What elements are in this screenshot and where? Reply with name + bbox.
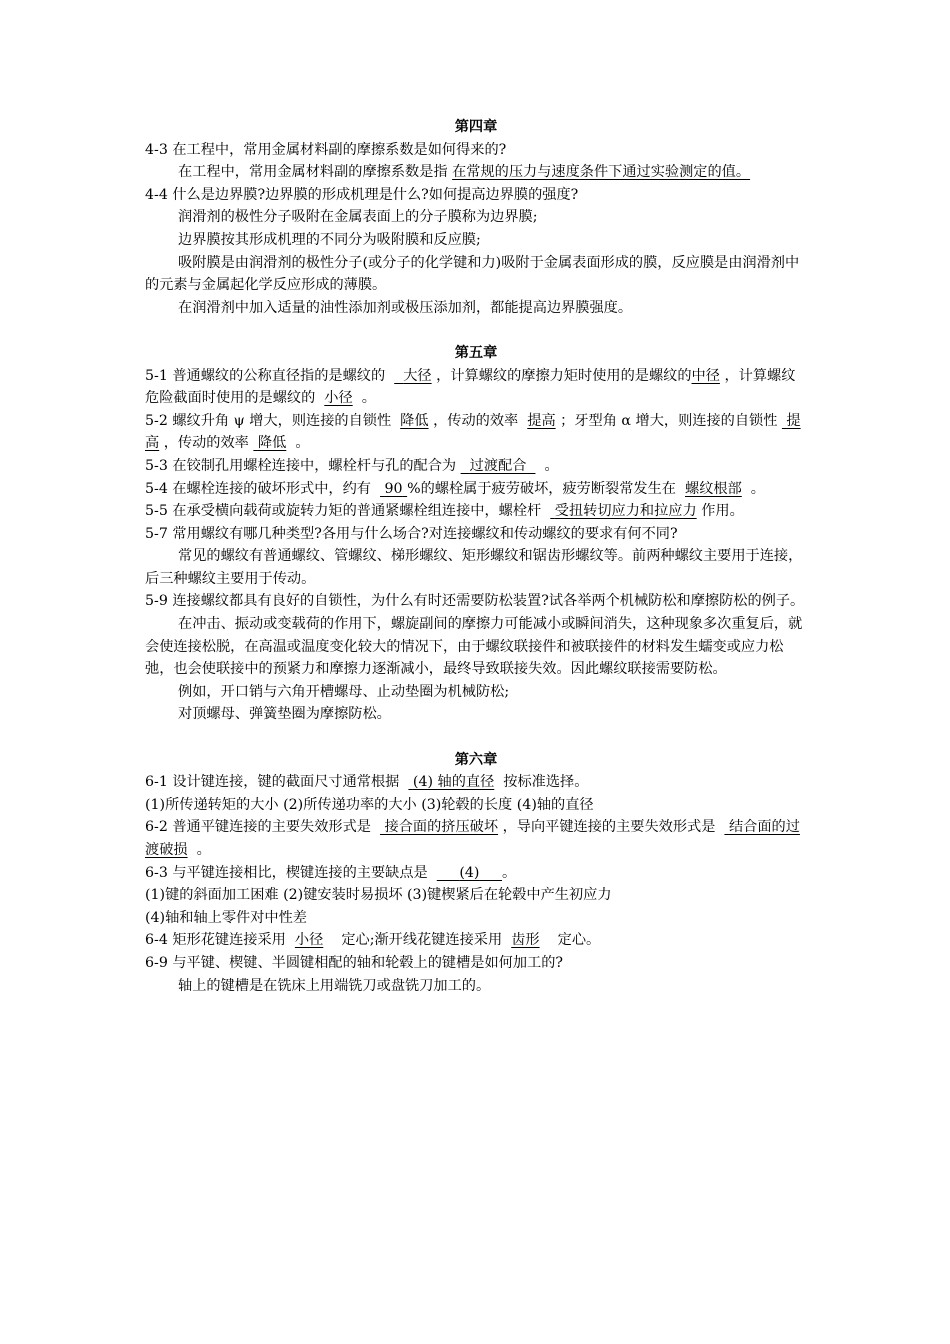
- document-page: [145, 116, 807, 997]
- answer-4-4-line4: 在润滑剂中加入适量的油性添加剂或极压添加剂，都能提高边界膜强度。: [178, 299, 633, 316]
- blank-5-2-d: 降低: [257, 435, 287, 452]
- blank-6-2-a: 接合面的挤压破坏: [384, 819, 499, 836]
- answer-6-9: 轴上的键槽是在铣床上用端铣刀或盘铣刀加工的。: [178, 977, 491, 994]
- blank-6-4-b: 齿形: [511, 932, 540, 949]
- answer-4-4-line2: 边界膜按其形成机理的不同分为吸附膜和反应膜;: [178, 231, 481, 248]
- blank-6-3: (4): [459, 864, 480, 881]
- spacer: [145, 726, 807, 749]
- answer-4-3-underlined: 在常规的压力与速度条件下通过实验测定的值。: [452, 164, 751, 181]
- chapter-6-title: 第六章: [454, 751, 498, 768]
- blank-5-2-c: 提高: [145, 412, 801, 452]
- question-4-3: 4-3 在工程中，常用金属材料副的摩擦系数是如何得来的?: [145, 141, 507, 158]
- question-6-3-options-2: (4)轴和轴上零件对中性差: [145, 909, 307, 926]
- question-5-2: 5-2 螺纹升角 ψ 增大，则连接的自锁性 降低 ，传动的效率 提高 ；牙型角 α 增大，则连接的自锁性 提高 ，传动的效率 降低 。: [145, 412, 801, 452]
- blank-5-2-a: 降低: [400, 412, 429, 429]
- spacer: [145, 319, 807, 342]
- blank-5-2-b: 提高: [527, 412, 556, 429]
- question-6-3-options-1: (1)键的斜面加工困难 (2)键安装时易损坏 (3)键楔紧后在轮毂中产生初应力: [145, 887, 612, 904]
- blank-6-4-a: 小径: [294, 932, 324, 949]
- question-4-4: 4-4 什么是边界膜?边界膜的形成机理是什么?如何提高边界膜的强度?: [145, 186, 579, 203]
- blank-6-2-b: 结合面的过渡破损: [145, 819, 800, 858]
- question-5-1: 5-1 普通螺纹的公称直径指的是螺纹的 大径 ，计算螺纹的摩擦力矩时使用的是螺纹的中径 ，计算螺纹危险截面时使用的是螺纹的 小径 。: [145, 367, 796, 407]
- answer-4-3: 在工程中，常用金属材料副的摩擦系数是指 在常规的压力与速度条件下通过实验测定的值。: [178, 164, 751, 181]
- question-5-5: 5-5 在承受横向载荷或旋转力矩的普通紧螺栓组连接中，螺栓杆 受扭转切应力和拉应力 作用。: [145, 503, 744, 520]
- question-6-1: 6-1 设计键连接，键的截面尺寸通常根据 (4) 轴的直径 按标准选择。: [145, 774, 589, 791]
- answer-4-4-line3: 吸附膜是由润滑剂的极性分子(或分子的化学键和力)吸附于金属表面形成的膜，反应膜是由润滑剂中的元素与金属起化学反应形成的薄膜。: [145, 254, 800, 294]
- blank-5-1-c: 小径: [324, 390, 353, 407]
- question-5-7: 5-7 常用螺纹有哪几种类型?各用与什么场合?对连接螺纹和传动螺纹的要求有何不同?: [145, 525, 678, 542]
- blank-5-4-a: 90: [384, 480, 403, 497]
- chapter-4-title: 第四章: [454, 119, 498, 135]
- answer-5-7: 常见的螺纹有普通螺纹、管螺纹、梯形螺纹、矩形螺纹和锯齿形螺纹等。前两种螺纹主要用于连接，后三种螺纹主要用于传动。: [145, 548, 803, 587]
- question-5-9: 5-9 连接螺纹都具有良好的自锁性，为什么有时还需要防松装置?试各举两个机械防松和摩擦防松的例子。: [145, 593, 805, 610]
- question-5-3: 5-3 在铰制孔用螺栓连接中，螺栓杆与孔的配合为 过渡配合 。: [145, 457, 559, 474]
- blank-5-1-b: 中径: [691, 367, 720, 384]
- question-6-9: 6-9 与平键、楔键、半圆键相配的轴和轮毂上的键槽是如何加工的?: [145, 954, 564, 971]
- answer-4-4-line1: 润滑剂的极性分子吸附在金属表面上的分子膜称为边界膜;: [178, 209, 538, 226]
- blank-5-5: 受扭转切应力和拉应力: [554, 503, 697, 520]
- question-6-4: 6-4 矩形花键连接采用 小径 定心;渐开线花键连接采用 齿形 定心。: [145, 932, 601, 949]
- answer-5-9-line2: 例如，开口销与六角开槽螺母、止动垫圈为机械防松;: [178, 683, 510, 700]
- blank-5-1-a: 大径: [403, 367, 432, 384]
- question-6-1-options: (1)所传递转矩的大小 (2)所传递功率的大小 (3)轮毂的长度 (4)轴的直径: [145, 796, 594, 813]
- question-6-3: 6-3 与平键连接相比，楔键连接的主要缺点是 (4) 。: [145, 864, 517, 881]
- blank-5-3: 过渡配合: [469, 457, 527, 474]
- blank-5-4-b: 螺纹根部: [685, 480, 742, 497]
- chapter-5-title: 第五章: [454, 344, 498, 361]
- answer-5-9-line1: 在冲击、振动或变载荷的作用下，螺旋副间的摩擦力可能减小或瞬间消失，这种现象多次重复后，就会使连接松脱，在高温或温度变化较大的情况下，由于螺纹联接件和被联接件的材料发生蠕变或应力松弛，也会使联接中的预紧力和摩擦力逐渐减小，最终导致联接失效。因此螺纹联接需要防松。: [145, 616, 803, 678]
- question-5-4: 5-4 在螺栓连接的破坏形式中，约有 90 %的螺栓属于疲劳破坏，疲劳断裂常发生在 螺纹根部 。: [145, 480, 765, 497]
- question-6-2: 6-2 普通平键连接的主要失效形式是 接合面的挤压破坏 ，导向平键连接的主要失效形式是 结合面的过渡破损 。: [145, 819, 800, 858]
- blank-6-1: (4) 轴的直径: [412, 774, 495, 791]
- answer-5-9-line3: 对顶螺母、弹簧垫圈为摩擦防松。: [178, 706, 391, 723]
